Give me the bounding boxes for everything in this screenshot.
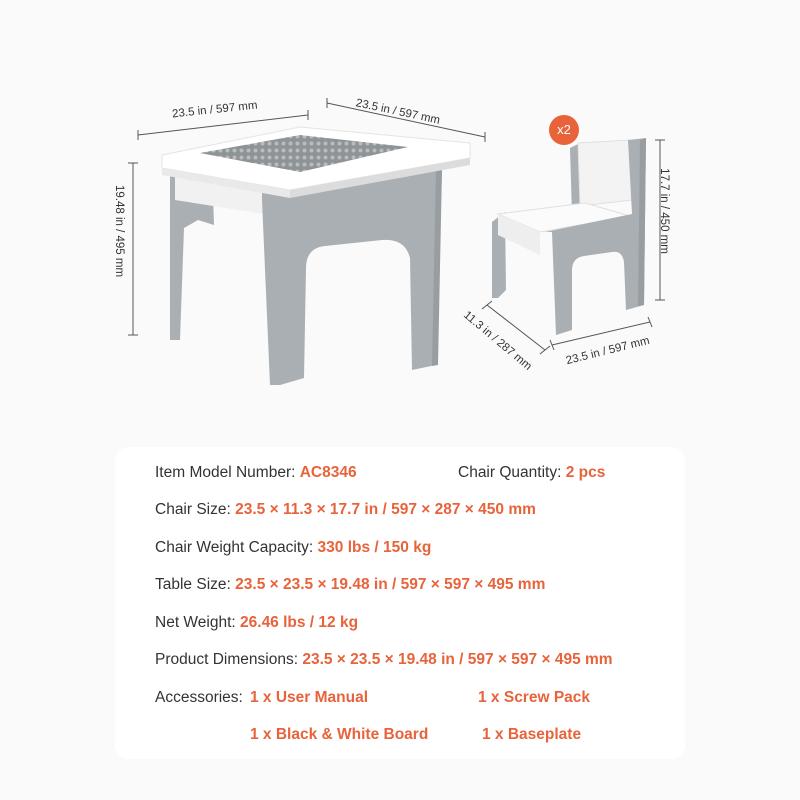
spec-card bbox=[115, 447, 685, 759]
spec-product-dimensions-value: 23.5 × 23.5 × 19.48 in / 597 × 597 × 495 mm bbox=[302, 651, 613, 668]
accessory-item: 1 x Screw Pack bbox=[478, 689, 591, 706]
chair-depth-label: 11.3 in / 287 mm bbox=[461, 309, 534, 373]
accessory-item: 1 x Black & White Board bbox=[250, 726, 429, 743]
chair-height-label: 17.7 in / 450 mm bbox=[657, 168, 670, 254]
spec-model-value: AC8346 bbox=[299, 464, 357, 481]
spec-quantity bbox=[458, 463, 605, 483]
chair-quantity-badge: x2 bbox=[549, 115, 579, 145]
spec-table-size bbox=[155, 575, 545, 595]
spec-net-weight-label: Net Weight: bbox=[155, 614, 236, 631]
table-width-label: 23.5 in / 597 mm bbox=[171, 99, 259, 121]
spec-chair-size-label: Chair Size: bbox=[155, 501, 231, 518]
spec-chair-size bbox=[155, 500, 536, 520]
spec-model bbox=[155, 463, 357, 483]
spec-capacity-value: 330 lbs / 150 kg bbox=[317, 539, 432, 556]
spec-capacity bbox=[155, 538, 431, 558]
spec-product-dimensions bbox=[155, 650, 613, 670]
accessory-item: 1 x Baseplate bbox=[482, 726, 582, 743]
spec-table-size-value: 23.5 × 23.5 × 19.48 in / 597 × 597 × 495 mm bbox=[235, 576, 546, 593]
spec-capacity-label: Chair Weight Capacity: bbox=[155, 539, 314, 556]
chair-depth-dimension bbox=[482, 301, 550, 354]
spec-table-size-label: Table Size: bbox=[155, 576, 231, 593]
spec-net-weight bbox=[155, 613, 358, 633]
spec-accessories-label: Accessories: bbox=[155, 689, 243, 706]
accessory-item: 1 x User Manual bbox=[250, 689, 369, 706]
spec-quantity-label: Chair Quantity: bbox=[458, 464, 562, 481]
spec-quantity-value: 2 pcs bbox=[565, 464, 606, 481]
spec-model-label: Item Model Number: bbox=[155, 464, 296, 481]
spec-product-dimensions-label: Product Dimensions: bbox=[155, 651, 299, 668]
spec-accessories bbox=[155, 688, 243, 708]
chair-drawing bbox=[492, 138, 646, 335]
spec-chair-size-value: 23.5 × 11.3 × 17.7 in / 597 × 287 × 450 mm bbox=[235, 501, 536, 518]
table-height-dimension bbox=[128, 163, 138, 335]
spec-net-weight-value: 26.46 lbs / 12 kg bbox=[240, 614, 359, 631]
table-depth-label: 23.5 in / 597 mm bbox=[354, 97, 441, 127]
chair-width-label: 23.5 in / 597 mm bbox=[564, 334, 651, 368]
table-drawing bbox=[162, 127, 470, 385]
table-height-label: 19.48 in / 495 mm bbox=[113, 184, 126, 278]
